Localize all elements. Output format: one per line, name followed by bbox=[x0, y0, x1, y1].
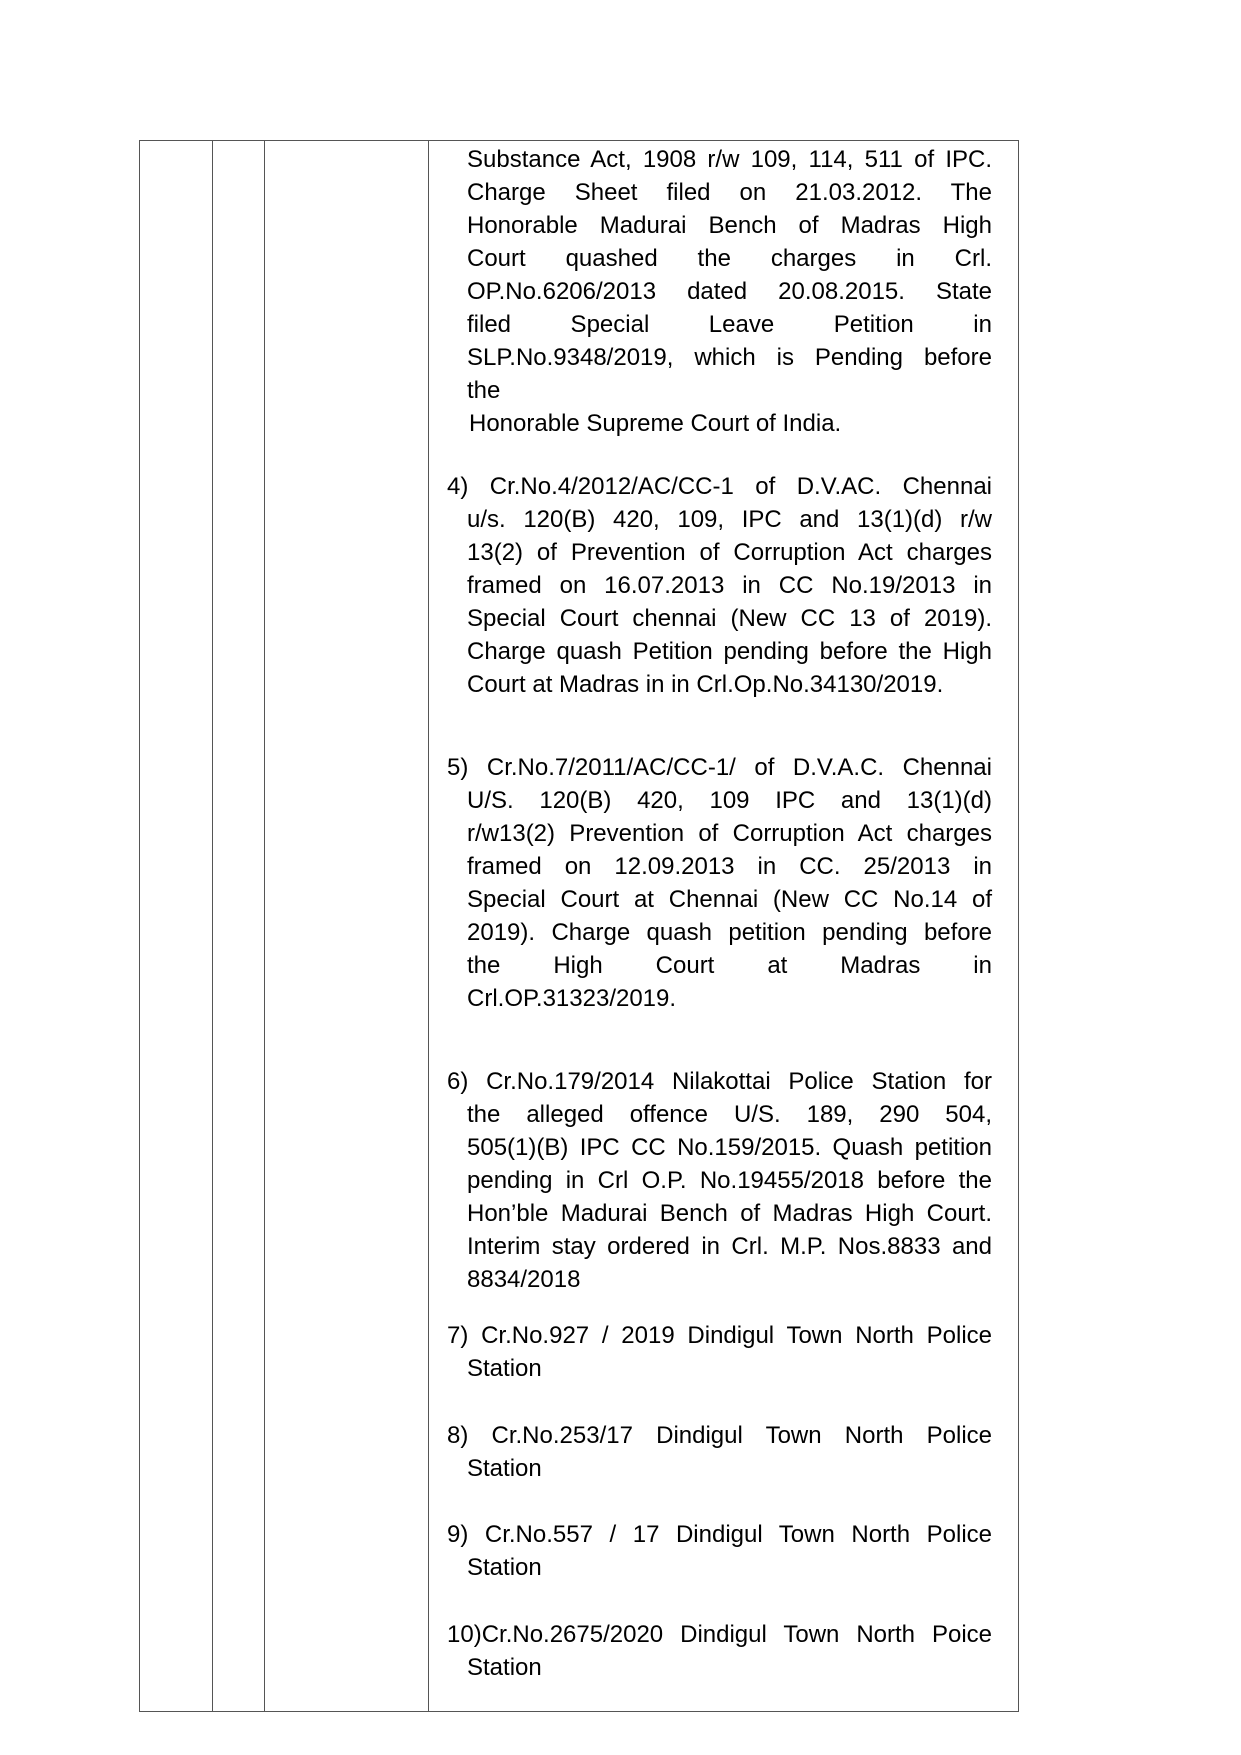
case-entry-7 bbox=[447, 1319, 992, 1385]
entry-first-line: 7) Cr.No.927 / 2019 Dindigul Town North Police bbox=[447, 1322, 992, 1349]
text-line: Special Court at Chennai (New CC No.14 of bbox=[467, 886, 992, 913]
entry-first-line: 4) Cr.No.4/2012/AC/CC-1 of D.V.AC. Chennai bbox=[447, 473, 992, 500]
text-line: r/w13(2) Prevention of Corruption Act charges bbox=[467, 820, 992, 847]
entry-first-line: 10)Cr.No.2675/2020 Dindigul Town North Poice bbox=[447, 1621, 992, 1648]
text-line: the bbox=[467, 377, 501, 404]
text-line: 8834/2018 bbox=[467, 1266, 581, 1293]
text-line: Hon’ble Madurai Bench of Madras High Court. bbox=[467, 1200, 992, 1227]
case-entry-6 bbox=[447, 1065, 992, 1296]
entry-first-line: 5) Cr.No.7/2011/AC/CC-1/ of D.V.A.C. Chennai bbox=[447, 754, 992, 781]
text-line: Crl.OP.31323/2019. bbox=[467, 985, 677, 1012]
text-line: Charge Sheet filed on 21.03.2012. The bbox=[467, 179, 992, 206]
continued-case-text bbox=[447, 143, 992, 440]
text-line: Station bbox=[467, 1355, 542, 1382]
text-line: u/s. 120(B) 420, 109, IPC and 13(1)(d) r/w bbox=[467, 506, 992, 533]
text-line: filed Special Leave Petition in bbox=[467, 311, 992, 338]
text-line: framed on 16.07.2013 in CC No.19/2013 in bbox=[467, 572, 992, 599]
text-line: the alleged offence U/S. 189, 290 504, bbox=[467, 1101, 992, 1128]
column-divider-2 bbox=[264, 141, 265, 1711]
case-entry-10 bbox=[447, 1618, 992, 1684]
text-line: Court at Madras in in Crl.Op.No.34130/2019. bbox=[467, 671, 944, 698]
text-line: Court quashed the charges in Crl. bbox=[467, 245, 992, 272]
text-line: Charge quash Petition pending before the High bbox=[467, 638, 992, 665]
text-line: SLP.No.9348/2019, which is Pending before bbox=[467, 344, 992, 371]
text-line: Honorable Supreme Court of India. bbox=[469, 410, 842, 437]
entry-first-line: 8) Cr.No.253/17 Dindigul Town North Police bbox=[447, 1422, 992, 1449]
text-line: 13(2) of Prevention of Corruption Act charges bbox=[467, 539, 992, 566]
text-line: 2019). Charge quash petition pending before bbox=[467, 919, 992, 946]
text-line: Honorable Madurai Bench of Madras High bbox=[467, 212, 992, 239]
text-line: Substance Act, 1908 r/w 109, 114, 511 of IPC. bbox=[467, 146, 992, 173]
text-line: the High Court at Madras in bbox=[467, 952, 992, 979]
text-line: pending in Crl O.P. No.19455/2018 before the bbox=[467, 1167, 992, 1194]
case-entry-9 bbox=[447, 1518, 992, 1584]
text-line: Station bbox=[467, 1554, 542, 1581]
entry-first-line: 9) Cr.No.557 / 17 Dindigul Town North Police bbox=[447, 1521, 992, 1548]
case-details-cell bbox=[447, 143, 992, 1681]
case-entry-4 bbox=[447, 470, 992, 701]
entry-first-line: 6) Cr.No.179/2014 Nilakottai Police Station for bbox=[447, 1068, 992, 1095]
text-line: framed on 12.09.2013 in CC. 25/2013 in bbox=[467, 853, 992, 880]
text-line: OP.No.6206/2013 dated 20.08.2015. State bbox=[467, 278, 992, 305]
text-line: 505(1)(B) IPC CC No.159/2015. Quash petition bbox=[467, 1134, 992, 1161]
case-entry-8 bbox=[447, 1419, 992, 1485]
text-line: Station bbox=[467, 1455, 542, 1482]
column-divider-1 bbox=[212, 141, 213, 1711]
column-divider-3 bbox=[428, 141, 429, 1711]
text-line: Station bbox=[467, 1654, 542, 1681]
text-line: Special Court chennai (New CC 13 of 2019). bbox=[467, 605, 992, 632]
text-line: Interim stay ordered in Crl. M.P. Nos.8833 and bbox=[467, 1233, 992, 1260]
case-entry-5 bbox=[447, 751, 992, 1015]
text-line: U/S. 120(B) 420, 109 IPC and 13(1)(d) bbox=[467, 787, 992, 814]
